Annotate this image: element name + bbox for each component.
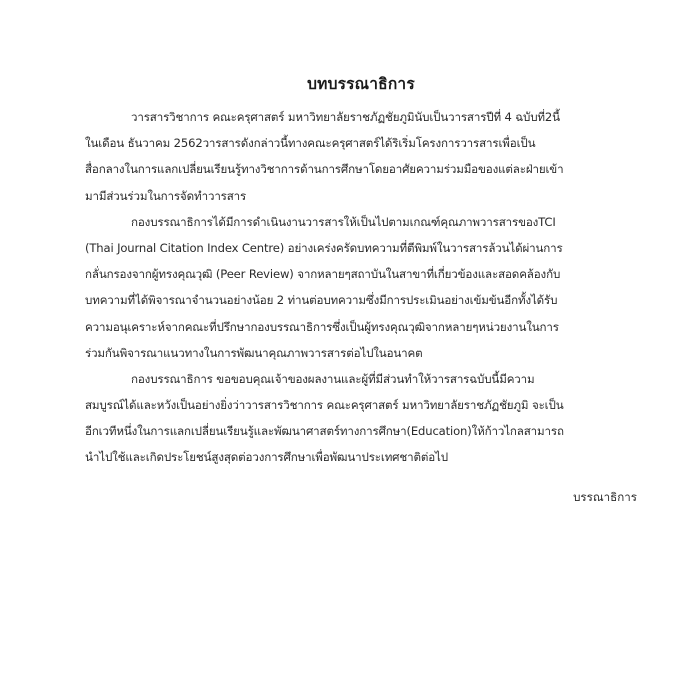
body-line-4: มามีส่วนร่วมในการจัดทำวารสาร: [85, 188, 247, 203]
body-line-6: (Thai Journal Citation Index Centre) อย่างเคร่งครัดบทความที่ตีพิมพ์ในวารสารล้วนได้ผ่านการ: [85, 240, 563, 255]
body-line-10: ร่วมกันพิจารณาแนวทางในการพัฒนาคุณภาพวารสารต่อไปในอนาคต: [85, 345, 423, 360]
body-line-14: นำไปใช้และเกิดประโยชน์สูงสุดต่อวงการศึกษาเพื่อพัฒนาประเทศชาติต่อไป: [85, 450, 448, 465]
body-line-2: ในเดือน ธันวาคม 2562วารสารดังกล่าวนี้ทางคณะครุศาสตร์ได้ริเริ่มโครงการวารสารเพื่อเป็น: [85, 136, 536, 151]
body-line-7: กลั่นกรองจากผู้ทรงคุณวุฒิ (Peer Review) จากหลายๆสถาบันในสาขาที่เกี่ยวข้องและสอดคล้องกับ: [85, 267, 561, 282]
body-line-8: บทความที่ได้พิจารณาจำนวนอย่างน้อย 2 ท่านต่อบทความซึ่งมีการประเมินอย่างเข้มข้นอีกทั้งได้รับ: [85, 293, 558, 308]
body-line-12: สมบูรณ์ได้และหวังเป็นอย่างยิ่งว่าวารสารวิชาการ คณะครุศาสตร์ มหาวิทยาลัยราชภัฏชัยภูมิ จะเป็น: [85, 398, 564, 413]
page-title: บทบรรณาธิการ: [307, 75, 415, 93]
body-line-13: อีกเวทีหนึ่งในการแลกเปลี่ยนเรียนรู้และพัฒนาศาสตร์ทางการศึกษา(Education)ให้ก้าวไกลสามารถ: [85, 424, 564, 439]
body-line-9: ความอนุเคราะห์จากคณะที่ปรึกษากองบรรณาธิการซึ่งเป็นผู้ทรงคุณวุฒิจากหลายๆหน่วยงานในการ: [85, 319, 559, 334]
body-line-11: กองบรรณาธิการ ขอขอบคุณเจ้าของผลงานและผู้ที่มีส่วนทำให้วารสารฉบับนี้มีความ: [131, 371, 535, 386]
body-line-1: วารสารวิชาการ คณะครุศาสตร์ มหาวิทยาลัยราชภัฏชัยภูมินับเป็นวารสารปีที่ 4 ฉบับที่2นี้: [131, 110, 560, 124]
editorial-body: [85, 104, 640, 471]
editor-signature: บรรณาธิการ: [573, 490, 637, 504]
body-line-3: สื่อกลางในการแลกเปลี่ยนเรียนรู้ทางวิชาการด้านการศึกษาโดยอาศัยความร่วมมือของแต่ละฝ่ายเข้า: [85, 162, 564, 177]
body-line-5: กองบรรณาธิการได้มีการดำเนินงานวารสารให้เป็นไปตามเกณฑ์คุณภาพวารสารของTCI: [131, 214, 556, 229]
